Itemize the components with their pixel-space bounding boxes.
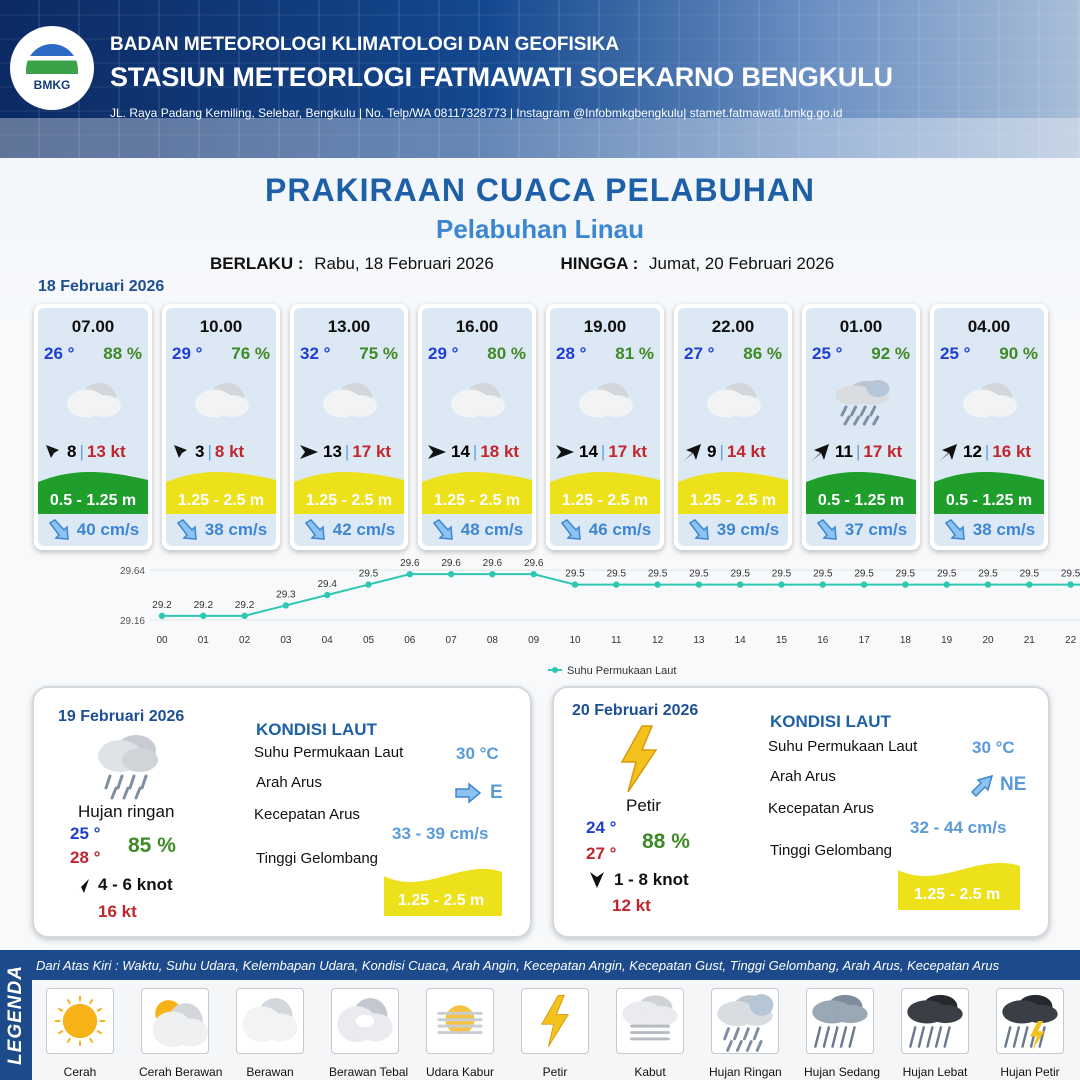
legend-item [139,988,223,1079]
legend-swatch-dot [552,667,558,673]
day2-sea-title: KONDISI LAUT [256,720,377,739]
data-point [985,581,991,587]
day3-wave: 1.25 - 2.5 m [914,886,1001,903]
data-point [1026,581,1032,587]
card-humidity: 88 % [103,344,142,363]
port-name: Pelabuhan Linau [435,214,645,244]
data-point [613,581,619,587]
day2-temp-max: 28 ° [70,848,101,867]
legend-item [994,988,1066,1079]
legend-item-label: Berawan Tebal [329,1065,409,1079]
day2-gust: 16 kt [98,902,137,921]
separator: | [600,442,606,461]
card-temp: 29 ° [172,344,203,363]
current-arrow-icon [431,519,455,541]
data-point [365,581,371,587]
data-label: 29.5 [895,568,916,580]
data-point [696,581,702,587]
x-tick-label: 00 [156,635,168,646]
x-tick-label: 21 [1023,635,1035,646]
card-time: 13.00 [327,317,371,336]
forecast-card [290,304,408,550]
data-label: 29.6 [523,558,544,570]
cloudy-icon [190,376,254,426]
separator: | [855,442,861,461]
card-gust: 8 kt [214,442,245,461]
card-gust: 14 kt [726,442,766,461]
separator: | [472,442,478,461]
legend-item [234,988,306,1079]
day2-panel [32,686,532,938]
sunny-icon [46,988,114,1054]
legend-item-label: Berawan [246,1065,294,1079]
legend-item [709,988,781,1079]
cloudy-icon [446,376,510,426]
card-temp: 29 ° [428,344,459,363]
card-body [422,308,532,546]
legend-item [899,988,971,1079]
current-arrow-icon [815,519,839,541]
overcast-icon [331,988,399,1054]
contact-info: JL. Raya Padang Kemiling, Selebar, Bengkulu | No. Telp/WA 08117328773 | Instagram @Infobmkgbengkulu| stamet.fatmawati.bmkg.go.id [110,106,843,120]
data-point [241,613,247,619]
wind-arrow-icon [938,441,960,463]
x-tick-label: 18 [899,635,911,646]
thunder-icon [614,724,664,794]
data-label: 29.5 [689,568,709,580]
card-temp: 27 ° [684,344,715,363]
card-wave-height: 0.5 - 1.25 m [49,492,137,509]
card-wind-speed: 9 [707,442,717,461]
card-wind [554,440,660,464]
logo-text: BMKG [33,78,71,92]
separator: | [984,442,990,461]
data-point [737,581,743,587]
wind-arrow-icon [554,441,576,463]
cloudy-icon [236,988,304,1054]
page-title: PRAKIRAAN CUACA PELABUHAN [264,172,816,208]
card-gust: 18 kt [480,442,520,461]
wind-arrow-icon [682,441,704,463]
card-wind [682,440,788,464]
card-humidity: 86 % [743,344,782,363]
legend-title: LEGENDA [5,965,26,1065]
separator: | [344,442,350,461]
current-arrow-icon [47,519,71,541]
sst-line [162,574,1080,616]
card-time: 19.00 [583,317,627,336]
valid-from-value: Rabu, 18 Februari 2026 [314,254,494,273]
card-time: 01.00 [839,317,883,336]
forecast-card [674,304,792,550]
card-wind [42,440,148,464]
card-wind-speed: 13 [323,442,342,461]
cloudy-icon [62,376,126,426]
wind-arrow-icon [170,441,192,463]
light-rain-icon [711,988,779,1054]
card-wave-height: 1.25 - 2.5 m [433,492,521,509]
card-body [38,308,148,546]
card-temp: 26 ° [44,344,75,363]
card-current [934,514,1044,546]
current-arrow-icon [454,782,482,804]
card-humidity: 75 % [359,344,398,363]
data-point [861,581,867,587]
current-arrow-icon [943,519,967,541]
sst-chart [0,556,1080,684]
legend-item-label: Cerah Berawan [139,1065,223,1079]
card-time: 16.00 [455,317,499,336]
card-body [550,308,660,546]
x-tick-label: 04 [321,635,333,646]
card-wind-speed: 3 [195,442,205,461]
day3-cur-dir: NE [1000,774,1027,795]
cloudy-icon [958,376,1022,426]
x-tick-label: 20 [982,635,994,646]
legend-item [519,988,591,1079]
x-tick-label: 22 [1065,635,1077,646]
day3-sst-label: Suhu Permukaan Laut [768,738,918,755]
card-time: 07.00 [71,317,115,336]
data-label: 29.5 [358,568,379,580]
legend-item [614,988,686,1079]
card-current-speed: 39 cm/s [716,520,780,539]
data-label: 29.5 [771,568,792,580]
card-time: 04.00 [967,317,1011,336]
day2-cur-speed-label: Kecepatan Arus [254,806,360,823]
card-body [934,308,1044,546]
day3-sea-title: KONDISI LAUT [770,712,891,731]
data-point [778,581,784,587]
legend-items [32,980,1080,1080]
partly-cloudy-icon [141,988,209,1054]
forecast-card [930,304,1048,550]
card-wind [426,440,532,464]
day2-humidity: 85 % [128,834,176,857]
thunderstorm-icon [996,988,1064,1054]
data-label: 29.6 [441,558,461,570]
day3-wind: 1 - 8 knot [614,870,689,889]
card-body [166,308,276,546]
data-point [200,613,206,619]
card-wind [938,440,1044,464]
day2-cur-speed: 33 - 39 cm/s [392,824,489,843]
forecast-card [546,304,664,550]
card-current-speed: 38 cm/s [972,520,1036,539]
card-wave-height: 1.25 - 2.5 m [689,492,777,509]
card-temp: 25 ° [940,344,971,363]
x-tick-label: 01 [197,635,209,646]
legend-item [329,988,409,1079]
card-wind-speed: 14 [451,442,470,461]
wind-arrow-icon [42,441,64,463]
card-body [294,308,404,546]
data-point [283,602,289,608]
wind-arrow-icon [588,870,606,890]
haze-icon [426,988,494,1054]
cloudy-icon [318,376,382,426]
legend [0,950,1080,1080]
card-humidity: 81 % [615,344,654,363]
light-rain-icon [830,376,894,426]
card-current-speed: 38 cm/s [204,520,268,539]
data-label: 29.5 [606,568,627,580]
agency-name: BADAN METEOROLOGI KLIMATOLOGI DAN GEOFISIKA [110,34,620,55]
data-point [902,581,908,587]
card-time: 10.00 [199,317,243,336]
card-gust: 13 kt [86,442,126,461]
validity-period [210,254,834,274]
moderate-rain-icon [806,988,874,1054]
data-label: 29.5 [1060,568,1080,580]
day3-panel [552,686,1050,938]
x-tick-label: 09 [528,635,540,646]
legend-item-label: Udara Kabur [425,1065,495,1079]
card-wave-height: 0.5 - 1.25 m [945,492,1033,509]
separator: | [719,442,724,461]
card-gust: 17 kt [352,442,392,461]
x-tick-label: 13 [693,635,705,646]
data-label: 29.5 [813,568,833,580]
day2-wind: 4 - 6 knot [98,875,173,894]
separator: | [207,442,212,461]
y-tick-label: 29.16 [119,616,145,627]
card-wind [298,440,404,464]
x-tick-label: 06 [404,635,416,646]
card-current-speed: 46 cm/s [588,520,652,539]
x-tick-label: 05 [362,635,375,646]
x-tick-label: 10 [569,635,581,646]
banner-floor [0,118,1080,158]
legend-item-label: Hujan Petir [1000,1065,1060,1079]
forecast-card [802,304,920,550]
header-banner [0,0,1080,158]
legend-item-label: Kabut [634,1065,666,1079]
separator: | [79,442,84,461]
legend-description: Dari Atas Kiri : Waktu, Suhu Udara, Kelembapan Udara, Kondisi Cuaca, Arah Angin, Kecepatan Angin, Kecepatan Gust, Tinggi Gelombang, Arah Arus, Kecepatan Arus [36,958,1000,973]
data-label: 29.2 [152,599,172,611]
legend-item [424,988,496,1079]
card-wind-speed: 8 [67,442,77,461]
bmkg-logo [10,26,94,110]
forecast-card [162,304,280,550]
day2-wave-label: Tinggi Gelombang [256,850,379,867]
card-time: 22.00 [711,317,755,336]
legend-item [804,988,881,1079]
day3-gust: 12 kt [612,896,651,915]
card-current-speed: 48 cm/s [460,520,524,539]
data-label: 29.5 [854,568,874,580]
data-point [489,571,495,577]
card-current [550,514,660,546]
card-gust: 17 kt [608,442,648,461]
card-wave-height: 1.25 - 2.5 m [305,492,393,509]
data-label: 29.5 [565,568,585,580]
x-tick-label: 14 [734,635,746,646]
station-name: STASIUN METEORLOGI FATMAWATI SOEKARNO BENGKULU [110,62,893,92]
data-point [324,592,330,598]
day3-cur-speed: 32 - 44 cm/s [910,818,1007,837]
legend-item-label: Hujan Lebat [902,1065,968,1079]
day3-cur-dir-label: Arah Arus [770,768,836,785]
valid-to-value: Jumat, 20 Februari 2026 [649,254,835,273]
day1-date: 18 Februari 2026 [38,278,165,295]
data-label: 29.2 [193,599,214,611]
wind-arrow-icon [810,441,832,463]
data-label: 29.3 [276,589,296,601]
data-label: 29.6 [482,558,503,570]
logo-emblem [26,44,78,74]
x-tick-label: 19 [941,635,953,646]
x-tick-label: 12 [652,635,664,646]
card-temp: 25 ° [812,344,843,363]
card-wind-speed: 14 [579,442,598,461]
data-point [407,571,413,577]
data-point [654,581,660,587]
x-tick-label: 11 [611,635,622,646]
card-current [806,514,916,546]
data-point [820,581,826,587]
day3-temp-max: 27 ° [586,844,617,863]
day3-cur-speed-label: Kecepatan Arus [768,800,874,817]
cloudy-icon [702,376,766,426]
data-label: 29.4 [317,579,337,590]
day2-temp-min: 25 ° [70,824,101,843]
day3-sst: 30 °C [972,738,1015,757]
x-tick-label: 08 [486,635,498,646]
forecast-card [34,304,152,550]
data-point [159,613,165,619]
card-humidity: 76 % [231,344,270,363]
thunder-icon [521,988,589,1054]
day3-humidity: 88 % [642,830,690,853]
x-tick-label: 02 [239,635,251,646]
wind-arrow-icon [298,441,320,463]
card-wind [170,440,276,464]
data-label: 29.5 [1019,568,1040,580]
card-temp: 32 ° [300,344,331,363]
x-tick-label: 07 [445,635,457,646]
card-wind-speed: 11 [835,442,853,461]
card-wind-speed: 12 [963,442,982,461]
valid-to-label: HINGGA : [560,254,639,273]
card-temp: 28 ° [556,344,587,363]
data-label: 29.5 [978,568,998,580]
data-label: 29.6 [400,558,420,570]
card-current [422,514,532,546]
card-wave-height: 1.25 - 2.5 m [177,492,265,509]
heavy-rain-icon [901,988,969,1054]
card-current [38,514,148,546]
legend-side [0,950,32,1080]
data-point [944,581,950,587]
data-label: 29.2 [234,599,255,611]
current-arrow-icon [968,772,996,800]
card-current [166,514,276,546]
card-humidity: 92 % [871,344,910,363]
legend-item [44,988,116,1079]
current-arrow-icon [175,519,199,541]
card-current [294,514,404,546]
card-wind [810,440,916,464]
day2-condition: Hujan ringan [78,802,175,821]
card-gust: 16 kt [992,442,1032,461]
day3-date: 20 Februari 2026 [572,702,699,719]
card-wave-height: 0.5 - 1.25 m [817,492,905,509]
valid-from-label: BERLAKU : [210,254,304,273]
day2-wave: 1.25 - 2.5 m [398,892,485,909]
card-current-speed: 37 cm/s [844,520,908,539]
day2-sst-label: Suhu Permukaan Laut [254,744,404,761]
x-tick-label: 03 [280,635,292,646]
y-tick-label: 29.64 [119,566,145,577]
data-label: 29.5 [936,568,957,580]
wind-arrow-icon [72,876,92,896]
card-current [678,514,788,546]
day2-cur-dir-label: Arah Arus [256,774,322,791]
current-arrow-icon [687,519,711,541]
fog-icon [616,988,684,1054]
x-tick-label: 16 [817,635,829,646]
light-rain-icon [90,730,166,800]
card-wave-height: 1.25 - 2.5 m [561,492,649,509]
current-arrow-icon [303,519,327,541]
x-tick-label: 17 [858,635,870,646]
wind-arrow-icon [426,441,448,463]
cloudy-icon [574,376,638,426]
data-point [1067,581,1073,587]
forecast-card [418,304,536,550]
data-label: 29.5 [647,568,668,580]
legend-item-label: Petir [542,1065,568,1079]
data-point [531,571,537,577]
day2-date: 19 Februari 2026 [58,708,185,725]
current-arrow-icon [559,519,583,541]
day3-temp-min: 24 ° [586,818,617,837]
card-humidity: 90 % [999,344,1038,363]
card-current-speed: 40 cm/s [76,520,140,539]
legend-series-name: Suhu Permukaan Laut [567,665,677,677]
legend-item-label: Hujan Ringan [709,1065,782,1079]
day2-sst: 30 °C [456,744,499,763]
data-point [448,571,454,577]
legend-item-label: Hujan Sedang [804,1065,881,1079]
card-current-speed: 42 cm/s [332,520,396,539]
card-humidity: 80 % [487,344,526,363]
card-body [678,308,788,546]
day3-wave-label: Tinggi Gelombang [770,842,893,859]
legend-item-label: Cerah [63,1065,97,1079]
card-body [806,308,916,546]
day3-condition: Petir [626,796,661,815]
card-gust: 17 kt [863,442,903,461]
data-label: 29.5 [730,568,750,580]
day2-cur-dir: E [490,782,503,803]
data-point [572,581,578,587]
x-tick-label: 15 [775,635,788,646]
